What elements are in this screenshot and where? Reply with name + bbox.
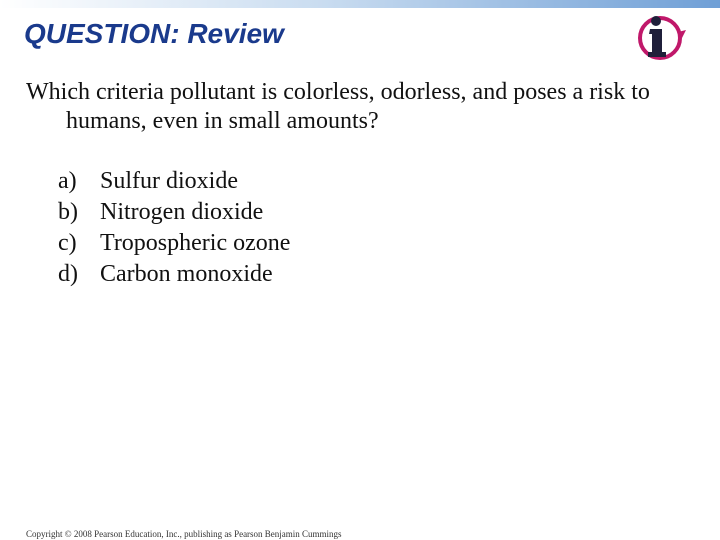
question-text: Which criteria pollutant is colorless, odorless, and poses a risk to humans, even in small amounts? [26,79,650,134]
answer-choice[interactable] [58,166,290,197]
answer-choices [58,166,290,290]
answer-choice[interactable] [58,228,290,259]
answer-choice[interactable] [58,197,290,228]
choice-letter: a) [58,168,77,194]
slide-title: QUESTION: Review [24,18,284,49]
choice-letter: b) [58,199,78,225]
answer-choice[interactable] [58,259,290,290]
choice-text: Sulfur dioxide [100,168,238,194]
choice-letter: c) [58,230,77,256]
info-person-icon [632,12,688,62]
choice-text: Carbon monoxide [100,261,273,287]
choice-letter: d) [58,261,78,287]
top-accent-bar [0,0,720,8]
choice-text: Tropospheric ozone [100,230,291,256]
choice-text: Nitrogen dioxide [100,199,264,225]
copyright-notice: Copyright © 2008 Pearson Education, Inc., publishing as Pearson Benjamin Cummings [26,529,342,539]
